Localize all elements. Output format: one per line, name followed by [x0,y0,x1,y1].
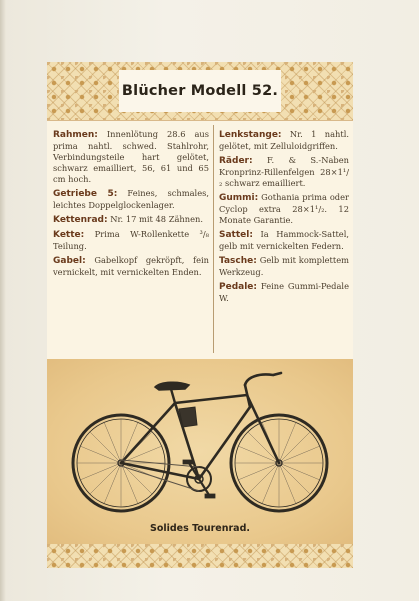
spec-text: Ia Hammock-Sattel, gelb mit vernickelten Federn. [219,229,349,251]
illustration-caption: Solides Tourenrad. [150,523,250,534]
spec-term: Räder: [219,156,253,166]
bicycle-frame [121,385,279,479]
spec-term: Rahmen: [53,130,98,140]
spec-text: Innenlötung 28.6 aus prima nahtl. schwed. Stahlrohr, Verbindungsteile hart gelötet, schwarz emailliert, 56, 61 und 65 cm hoch. [53,129,209,184]
specs-table [47,120,353,361]
spec-entry [219,255,349,278]
spec-entry [53,229,209,252]
spec-entry [219,192,349,226]
column-divider [213,125,214,353]
ornament-top [47,62,353,120]
specs-right-column [219,129,349,307]
spec-entry [53,214,209,226]
spec-entry [219,155,349,189]
spec-entry [53,129,209,185]
spec-term: Pedale: [219,282,258,292]
specs-left-column [53,129,209,281]
spec-text: F. & S.-Naben Kronprinz-Rillenfelgen 28×1¹/₂ schwarz emailliert. [219,155,349,188]
saddle [155,382,189,390]
spec-entry [219,229,349,252]
spec-text: Feine Gummi-Pedale W. [219,281,349,303]
spec-text: Gothania prima oder Cyclop extra 28×1¹/₂. 12 Monate Garantie. [219,192,349,225]
pedal [205,494,215,498]
handlebar [245,373,281,385]
spec-entry [53,255,209,278]
title-box [119,70,281,112]
catalog-frame [47,62,353,564]
ornament-bottom [47,544,353,568]
spec-entry [53,188,209,211]
spec-text: Nr. 1 nahtl. gelötet, mit Zelluloidgriffen. [219,129,349,151]
spec-term: Gummi: [219,193,259,203]
spec-text: Prima W-Rollenkette ³/₈ Teilung. [53,229,209,251]
spec-text: Gabelkopf gekröpft, fein vernickelt, mit vernickelten Enden. [53,255,209,277]
spec-term: Kettenrad: [53,215,108,225]
spec-text: Gelb mit komplettem Werkzeug. [219,255,349,277]
spec-term: Lenkstange: [219,130,282,140]
page-title: Blücher Modell 52. [121,83,279,99]
spec-term: Gabel: [53,256,86,266]
spec-text: Feines, schmales, leichtes Doppelglockenlager. [53,188,209,210]
spec-entry [219,129,349,152]
page-edge [0,0,6,601]
spec-term: Tasche: [219,256,257,266]
bicycle-illustration-panel [47,359,353,544]
spec-term: Kette: [53,230,85,240]
spec-term: Sattel: [219,230,253,240]
spec-text: Nr. 17 mit 48 Zähnen. [107,214,203,224]
bicycle-illustration [47,359,353,519]
spec-term: Getriebe 5: [53,189,118,199]
spec-entry [219,281,349,304]
